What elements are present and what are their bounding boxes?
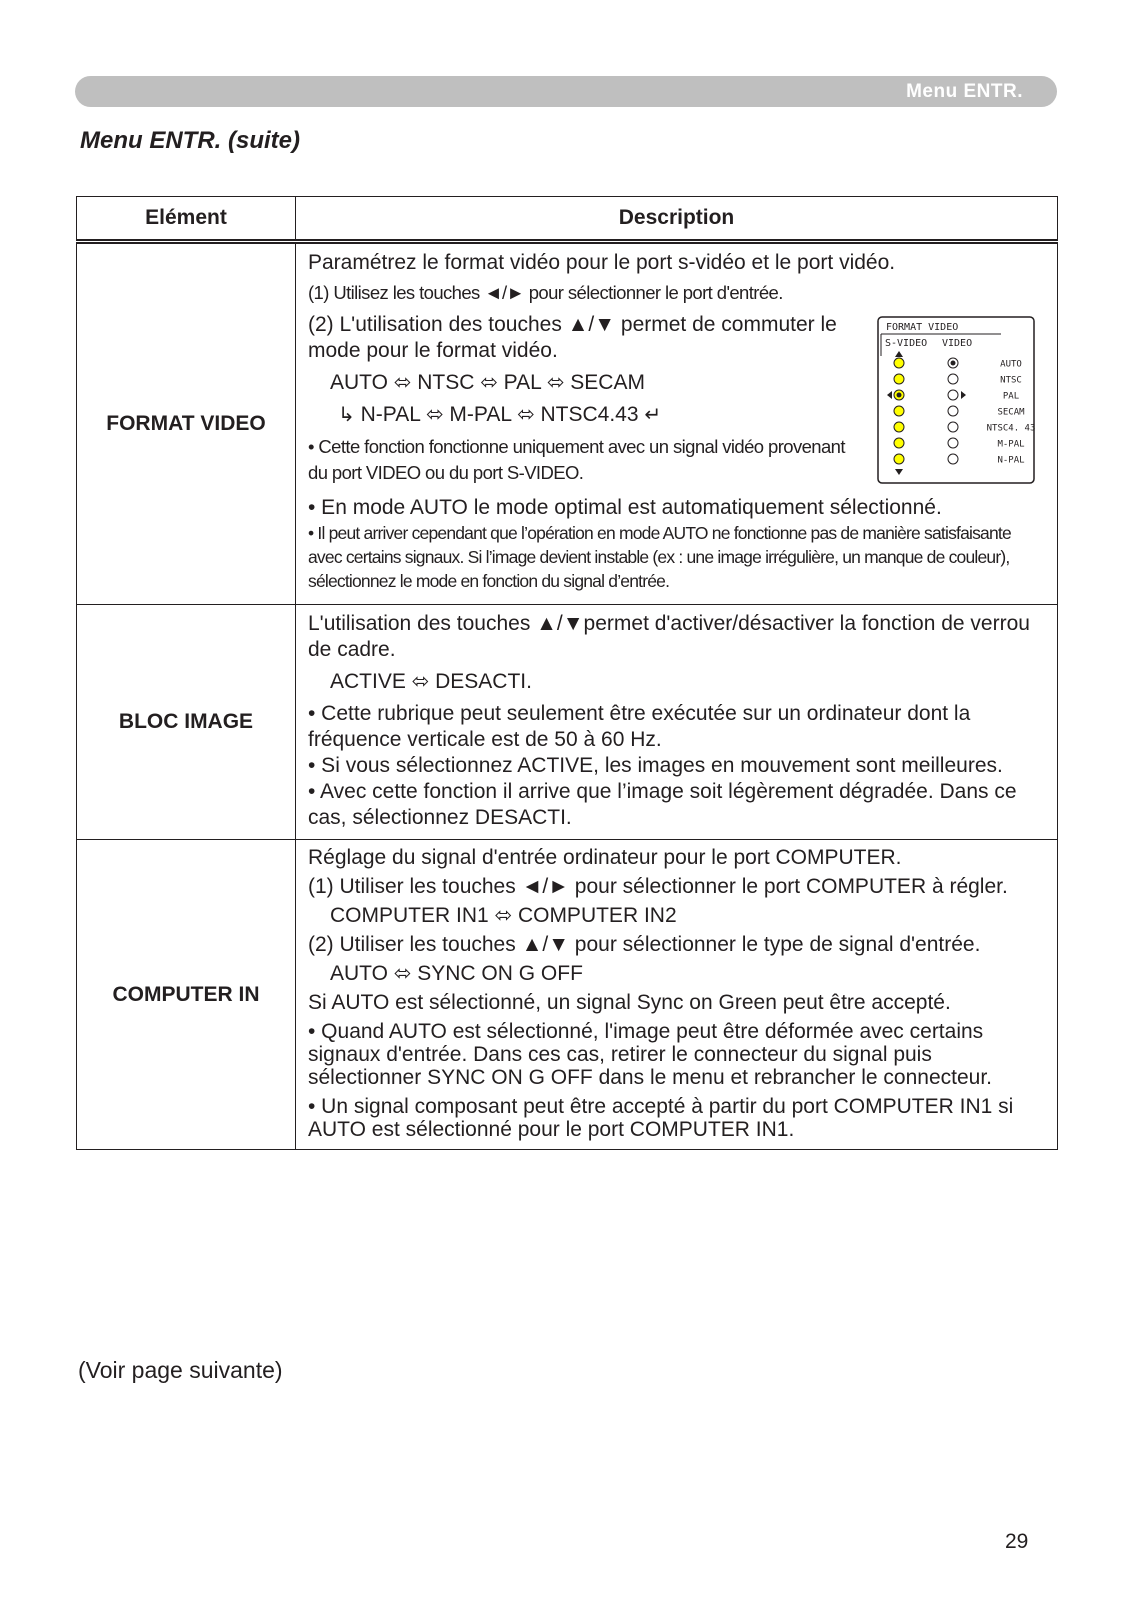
diagram-col-video: VIDEO (942, 338, 973, 349)
computer-in-note3: • Un signal composant peut être accepté à partir du port COMPUTER IN1 si AUTO est sélectionné pour le port COMPUTER IN1. (308, 1095, 1014, 1141)
svideo-led-3 (894, 406, 904, 416)
bloc-image-note1: • Cette rubrique peut seulement être exécutée sur un ordinateur dont la fréquence verticale est de 50 à 60 Hz. (308, 702, 971, 751)
table-header-row (77, 197, 1058, 242)
diagram-mode-label: NTSC (1000, 375, 1022, 386)
diagram-col-svideo: S-VIDEO (885, 338, 928, 349)
format-video-note3: • Il peut arriver cependant que l’opération en mode AUTO ne fonctionne pas de manière satisfaisante avec certains signaux. Si l’image devient instable (ex : une image irrégulière, un manque de couleur), sélectionnez le mode en fonction du signal d’entrée. (308, 523, 1011, 591)
column-header-description: Description (296, 197, 1058, 242)
table-row (77, 605, 1058, 840)
section-header-bar (75, 76, 1057, 107)
video-radio-5 (948, 438, 958, 448)
section-header-label: Menu ENTR. (906, 81, 1023, 102)
format-video-note1: • Cette fonction fonctionne uniquement avec un signal vidéo provenant du port VIDEO ou du port S-VIDEO. (308, 436, 845, 483)
diagram-mode-label: N-PAL (997, 455, 1025, 466)
video-selected-dot (951, 361, 956, 366)
computer-in-note1: Si AUTO est sélectionné, un signal Sync on Green peut être accepté. (308, 991, 951, 1014)
svideo-led-5 (894, 438, 904, 448)
video-radio-4 (948, 422, 958, 432)
bloc-image-note2: • Si vous sélectionnez ACTIVE, les images en mouvement sont meilleures. (308, 754, 1003, 777)
svideo-selected-dot (897, 393, 902, 398)
column-header-item: Elément (77, 197, 296, 242)
format-video-cycle1: AUTO ⬄ NTSC ⬄ PAL ⬄ SECAM (330, 371, 645, 394)
computer-in-cycle1: COMPUTER IN1 ⬄ COMPUTER IN2 (330, 904, 677, 927)
page-number: 29 (1005, 1530, 1029, 1553)
description-format-video (296, 242, 1058, 605)
computer-in-step1: (1) Utiliser les touches ◄/► pour sélectionner le port COMPUTER à régler. (308, 875, 1008, 898)
svideo-led-6 (894, 454, 904, 464)
video-radio-1 (948, 374, 958, 384)
table-row (77, 840, 1058, 1150)
bloc-image-note3: • Avec cette fonction il arrive que l’image soit légèrement dégradée. Dans ce cas, sélectionnez DESACTI. (308, 780, 1017, 829)
bloc-image-intro: L'utilisation des touches ▲/▼permet d'activer/désactiver la fonction de verrou de cadre. (308, 612, 1030, 661)
svideo-led-1 (894, 374, 904, 384)
computer-in-cycle2: AUTO ⬄ SYNC ON G OFF (330, 962, 583, 985)
video-radio-2 (948, 390, 958, 400)
format-video-diagram (877, 316, 1035, 491)
continued-note: (Voir page suivante) (78, 1357, 283, 1383)
svideo-led-4 (894, 422, 904, 432)
diagram-mode-label: M-PAL (997, 439, 1025, 450)
diagram-mode-label: PAL (1002, 391, 1020, 402)
computer-in-intro: Réglage du signal d'entrée ordinateur pour le port COMPUTER. (308, 846, 902, 869)
format-video-step1: (1) Utilisez les touches ◄/► pour sélectionner le port d'entrée. (308, 282, 783, 303)
description-computer-in (296, 840, 1058, 1150)
video-radio-3 (948, 406, 958, 416)
diagram-mode-label: SECAM (997, 407, 1025, 418)
table-row (77, 242, 1058, 605)
bloc-image-cycle: ACTIVE ⬄ DESACTI. (330, 670, 532, 693)
diagram-mode-label: NTSC4. 43 (986, 423, 1035, 434)
video-radio-6 (948, 454, 958, 464)
item-format-video: FORMAT VIDEO (77, 242, 296, 605)
description-bloc-image (296, 605, 1058, 840)
diagram-title: FORMAT VIDEO (886, 322, 959, 333)
format-video-step2: (2) L'utilisation des touches ▲/▼ permet de commuter le mode pour le format vidéo. (308, 313, 837, 362)
svideo-led-0 (894, 358, 904, 368)
return-arrow-icon: ↳ (338, 404, 355, 426)
computer-in-note2: • Quand AUTO est sélectionné, l'image peut être déformée avec certains signaux d'entrée. Dans ces cas, retirer le connecteur du signal puis sélectionner SYNC ON G OFF dans le menu et rebrancher le connecteur. (308, 1020, 992, 1089)
item-bloc-image: BLOC IMAGE (77, 605, 296, 840)
menu-table (76, 196, 1058, 1150)
item-computer-in: COMPUTER IN (77, 840, 296, 1150)
format-video-cycle2: N-PAL ⬄ M-PAL ⬄ NTSC4.43 (360, 403, 639, 426)
computer-in-step2: (2) Utiliser les touches ▲/▼ pour sélectionner le type de signal d'entrée. (308, 933, 981, 956)
page-title: Menu ENTR. (suite) (80, 127, 300, 154)
diagram-mode-label: AUTO (1000, 359, 1022, 370)
format-video-note2: • En mode AUTO le mode optimal est automatiquement sélectionné. (308, 496, 942, 519)
return-arrow-icon: ↵ (644, 404, 662, 426)
format-video-intro: Paramétrez le format vidéo pour le port s-vidéo et le port vidéo. (308, 251, 896, 274)
